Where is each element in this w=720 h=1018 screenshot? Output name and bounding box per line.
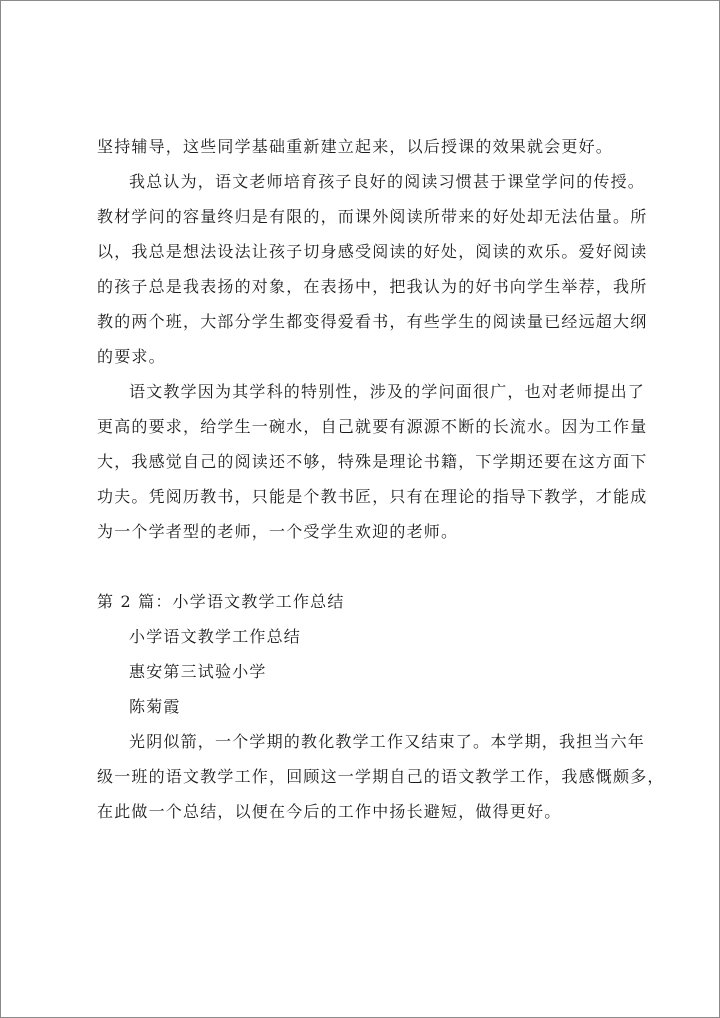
paragraph-line: 语文教学因为其学科的特别性，涉及的学问面很广，也对老师提出了 bbox=[129, 382, 646, 401]
paragraph-line: 光阴似箭，一个学期的教化教学工作又结束了。本学期，我担当六年 bbox=[129, 732, 646, 751]
paragraph-line: 的孩子总是我表扬的对象，在表扬中，把我认为的好书向学生举荐，我所 bbox=[97, 277, 648, 296]
paragraph-line: 更高的要求，给学生一碗水，自己就要有源源不断的长流水。因为工作量 bbox=[97, 417, 648, 436]
paragraph-line: 的要求。 bbox=[97, 347, 166, 366]
section-heading: 第 2 篇：小学语文教学工作总结 bbox=[97, 592, 345, 611]
paragraph-line: 大，我感觉自己的阅读还不够，特殊是理论书籍，下学期还要在这方面下 bbox=[97, 452, 648, 471]
author-name: 陈菊霞 bbox=[129, 697, 181, 716]
school-name: 惠安第三试验小学 bbox=[129, 662, 267, 681]
paragraph-line: 在此做一个总结，以便在今后的工作中扬长避短，做得更好。 bbox=[97, 802, 562, 821]
paragraph-line: 以，我总是想法设法让孩子切身感受阅读的好处，阅读的欢乐。爱好阅读 bbox=[97, 242, 648, 261]
paragraph-line: 级一班的语文教学工作，回顾这一学期自己的语文教学工作，我感慨颇多， bbox=[97, 767, 665, 786]
paragraph-line: 教材学问的容量终归是有限的，而课外阅读所带来的好处却无法估量。所 bbox=[97, 207, 648, 226]
paragraph-line: 我总认为，语文老师培育孩子良好的阅读习惯甚于课堂学问的传授。 bbox=[129, 172, 646, 191]
section-gap bbox=[97, 549, 633, 584]
document-title: 小学语文教学工作总结 bbox=[129, 627, 302, 646]
paragraph-line: 教的两个班，大部分学生都变得爱看书，有些学生的阅读量已经远超大纲 bbox=[97, 312, 648, 331]
document-body bbox=[97, 129, 665, 829]
paragraph-line: 坚持辅导，这些同学基础重新建立起来，以后授课的效果就会更好。 bbox=[97, 137, 614, 156]
paragraph-line: 为一个学者型的老师，一个受学生欢迎的老师。 bbox=[97, 522, 459, 541]
paragraph-line: 功夫。凭阅历教书，只能是个教书匠，只有在理论的指导下教学，才能成 bbox=[97, 487, 648, 506]
